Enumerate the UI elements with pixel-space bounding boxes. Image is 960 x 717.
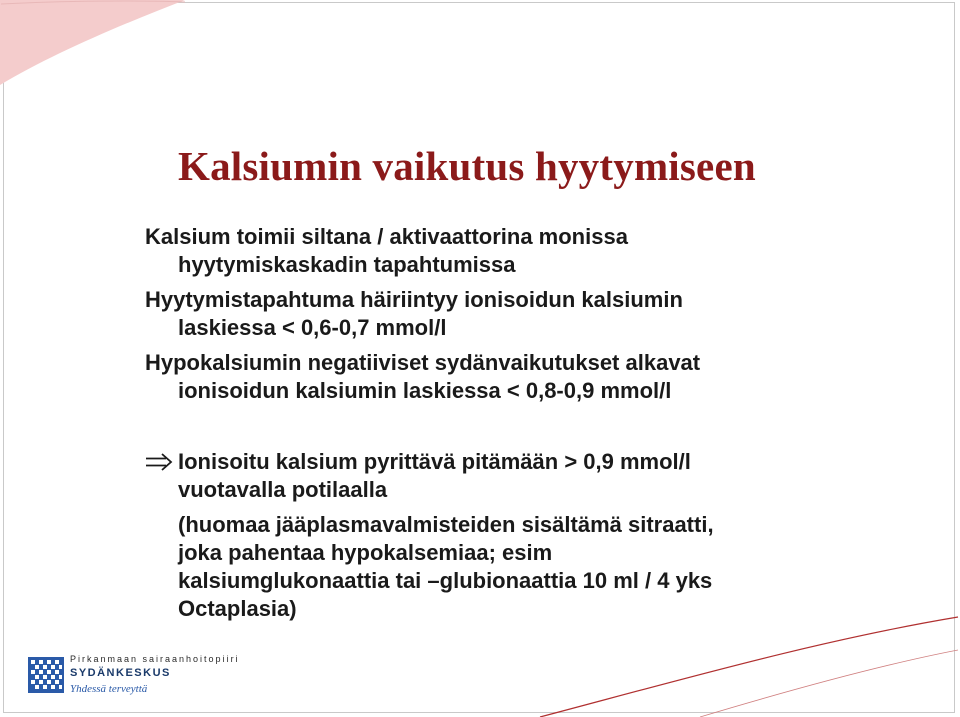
bullet-2: [145, 286, 683, 342]
note-line-3: kalsiumglukonaattia tai –glubionaattia 10 ml / 4 yks: [178, 568, 713, 593]
bullet-2-line-2: laskiessa < 0,6-0,7 mmol/l: [178, 315, 447, 340]
implication-line-1: Ionisoitu kalsium pyrittävä pitämään > 0,9 mmol/l: [178, 449, 691, 474]
implication-text: [178, 448, 691, 504]
bullet-1-line-2: hyytymiskaskadin tapahtumissa: [178, 252, 516, 277]
note-line-1: (huomaa jääplasmavalmisteiden sisältämä sitraatti,: [178, 512, 714, 537]
bullet-2-line-1: Hyytymistapahtuma häiriintyy ionisoidun kalsiumin: [145, 287, 683, 312]
bullet-1: [145, 223, 628, 279]
citrate-note: [178, 511, 714, 623]
bullet-1-line-1: Kalsium toimii siltana / aktivaattorina monissa: [145, 224, 628, 249]
slogan: Yhdessä terveyttä: [70, 683, 148, 695]
bullet-3-line-1: Hypokalsiumin negatiiviset sydänvaikutukset alkavat: [145, 350, 701, 375]
note-line-4: Octaplasia): [178, 596, 297, 621]
bullet-3: [145, 349, 700, 405]
double-arrow-right-icon: [145, 452, 173, 472]
implication-line-2: vuotavalla potilaalla: [178, 477, 388, 502]
slide-title: Kalsiumin vaikutus hyytymiseen: [178, 143, 756, 189]
organization-name: Pirkanmaan sairaanhoitopiiri: [70, 654, 240, 664]
checkered-grid-logo-icon: [28, 657, 64, 693]
bullet-3-line-2: ionisoidun kalsiumin laskiessa < 0,8-0,9 mmol/l: [178, 378, 672, 403]
unit-name: SYDÄNKESKUS: [70, 667, 171, 679]
note-line-2: joka pahentaa hypokalsemiaa; esim: [178, 540, 553, 565]
